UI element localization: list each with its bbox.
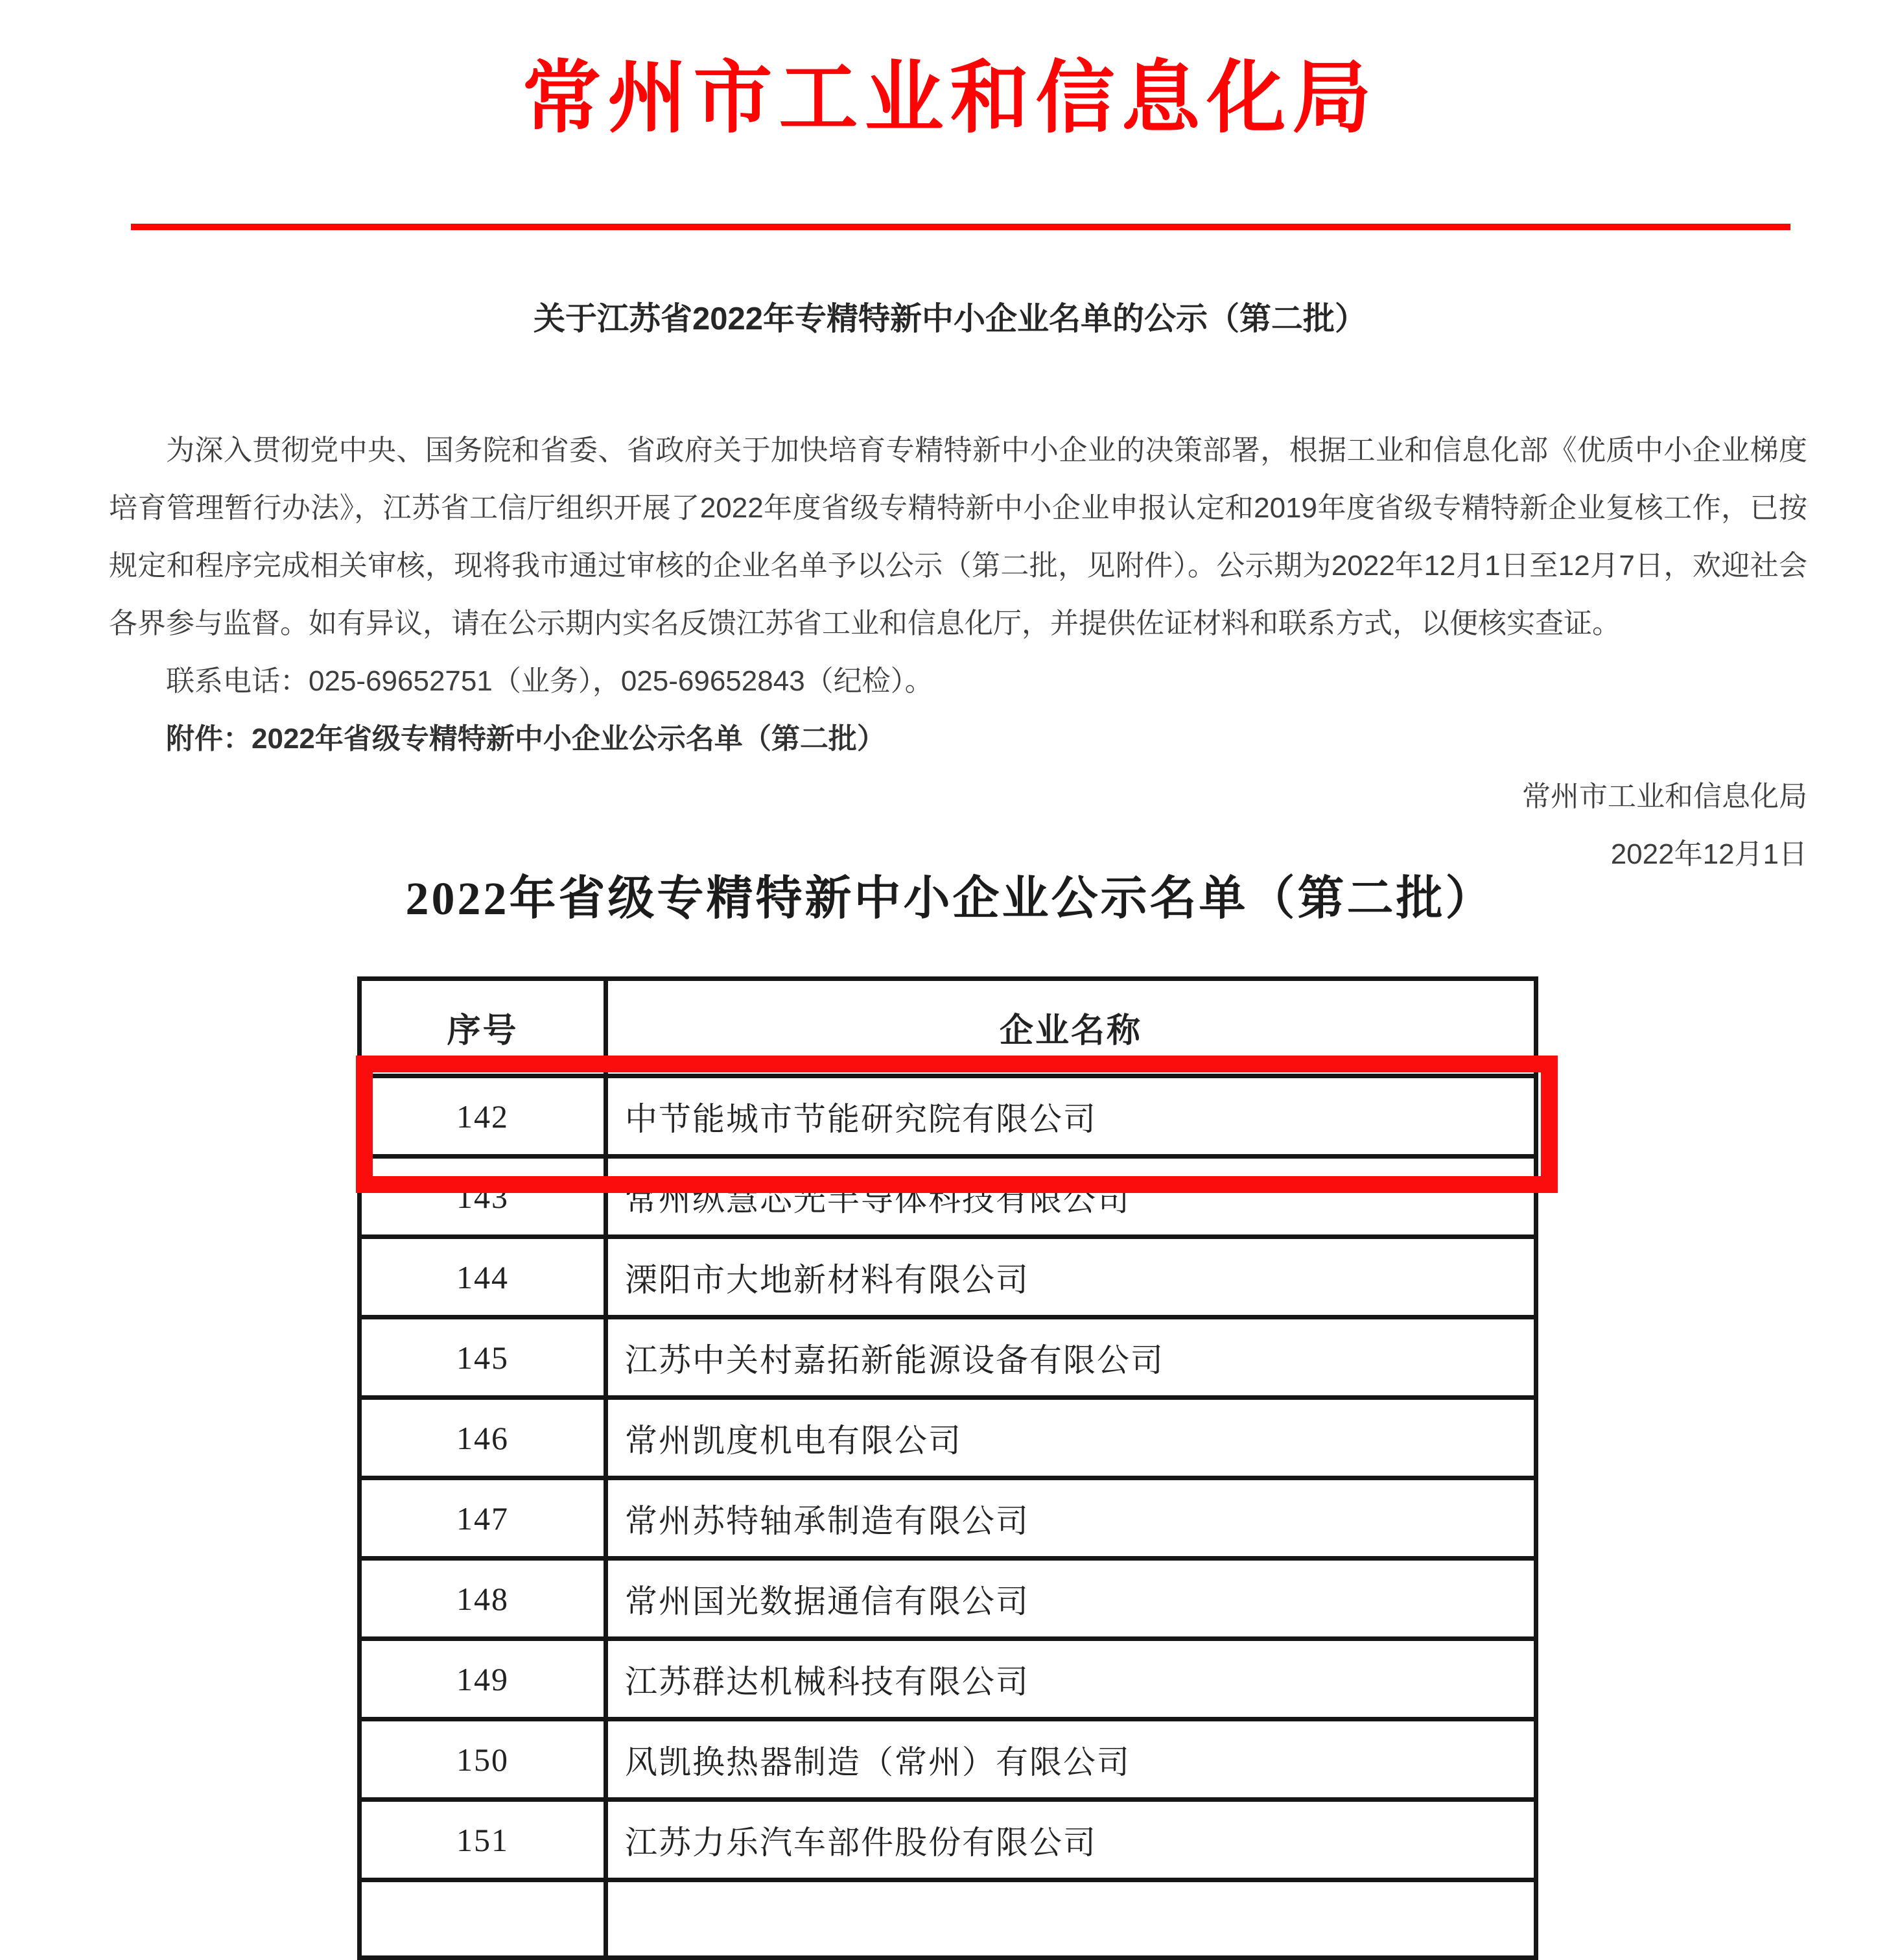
attachment-list-title: 2022年省级专精特新中小企业公示名单（第二批）: [405, 873, 1495, 925]
announcement-title: 关于江苏省2022年专精特新中小企业名单的公示（第二批）: [533, 301, 1366, 337]
company-name-cell: 江苏群达机械科技有限公司: [606, 1639, 1536, 1719]
announcement-body: [109, 421, 1807, 883]
signature-date: 2022年12月1日: [1610, 838, 1807, 870]
table-row-partial: [360, 1880, 1536, 1958]
table-row: [360, 1478, 1536, 1559]
table-row: [360, 1639, 1536, 1719]
company-name-cell: 常州凯度机电有限公司: [606, 1398, 1536, 1478]
company-name-cell: 溧阳市大地新材料有限公司: [606, 1237, 1536, 1317]
serial-cell: 149: [360, 1639, 606, 1719]
company-name-cell: 常州纵慧芯光半导体科技有限公司: [606, 1157, 1536, 1237]
company-name-cell: 江苏力乐汽车部件股份有限公司: [606, 1800, 1536, 1880]
company-name-cell: [606, 1880, 1536, 1958]
signature-org: 常州市工业和信息化局: [1522, 781, 1807, 812]
header-cell-serial: 序号: [360, 979, 606, 1076]
body-paragraph: 为深入贯彻党中央、国务院和省委、省政府关于加快培育专精特新中小企业的决策部署，根据工业和信息化部《优质中小企业梯度培育管理暂行办法》，江苏省工信厅组织开展了2022年度省级专精特新中小企业申报认定和2019年度省级专精特新企业复核工作，已按规定和程序完成相关审核，现将我市通过审核的企业名单予以公示（第二批，见附件）。公示期为2022年12月1日至12月7日，欢迎社会各界参与监督。如有异议，请在公示期内实名反馈江苏省工业和信息化厅，并提供佐证材料和联系方式，以便核实查证。: [109, 434, 1807, 639]
serial-cell: 145: [360, 1317, 606, 1398]
table-row: [360, 1559, 1536, 1639]
table-body: [360, 1076, 1536, 1958]
serial-cell: 148: [360, 1559, 606, 1639]
serial-cell: [360, 1880, 606, 1958]
table-row: [360, 1398, 1536, 1478]
serial-cell: 142: [360, 1076, 606, 1157]
company-name-cell: 常州国光数据通信有限公司: [606, 1559, 1536, 1639]
serial-cell: 150: [360, 1719, 606, 1800]
table-row: [360, 1719, 1536, 1800]
agency-masthead-title: 常州市工业和信息化局: [522, 55, 1378, 143]
table-row: [360, 1800, 1536, 1880]
serial-cell: 144: [360, 1237, 606, 1317]
serial-cell: 147: [360, 1478, 606, 1559]
company-name-cell: 中节能城市节能研究院有限公司: [606, 1076, 1536, 1157]
table-row: [360, 1157, 1536, 1237]
table-row: [360, 1076, 1536, 1157]
serial-cell: 146: [360, 1398, 606, 1478]
table-row: [360, 1237, 1536, 1317]
header-cell-company-name: 企业名称: [606, 979, 1536, 1076]
serial-cell: 151: [360, 1800, 606, 1880]
masthead-red-rule: [131, 224, 1790, 230]
attachment-reference-line: 附件：2022年省级专精特新中小企业公示名单（第二批）: [166, 723, 885, 755]
company-list-table: [357, 976, 1538, 1960]
table-header-row: [360, 979, 1536, 1076]
company-name-cell: 江苏中关村嘉拓新能源设备有限公司: [606, 1317, 1536, 1398]
company-name-cell: 常州苏特轴承制造有限公司: [606, 1478, 1536, 1559]
serial-cell: 143: [360, 1157, 606, 1237]
company-name-cell: 风凯换热器制造（常州）有限公司: [606, 1719, 1536, 1800]
table-row: [360, 1317, 1536, 1398]
contact-phone-line: 联系电话：025-69652751（业务），025-69652843（纪检）。: [166, 665, 933, 697]
